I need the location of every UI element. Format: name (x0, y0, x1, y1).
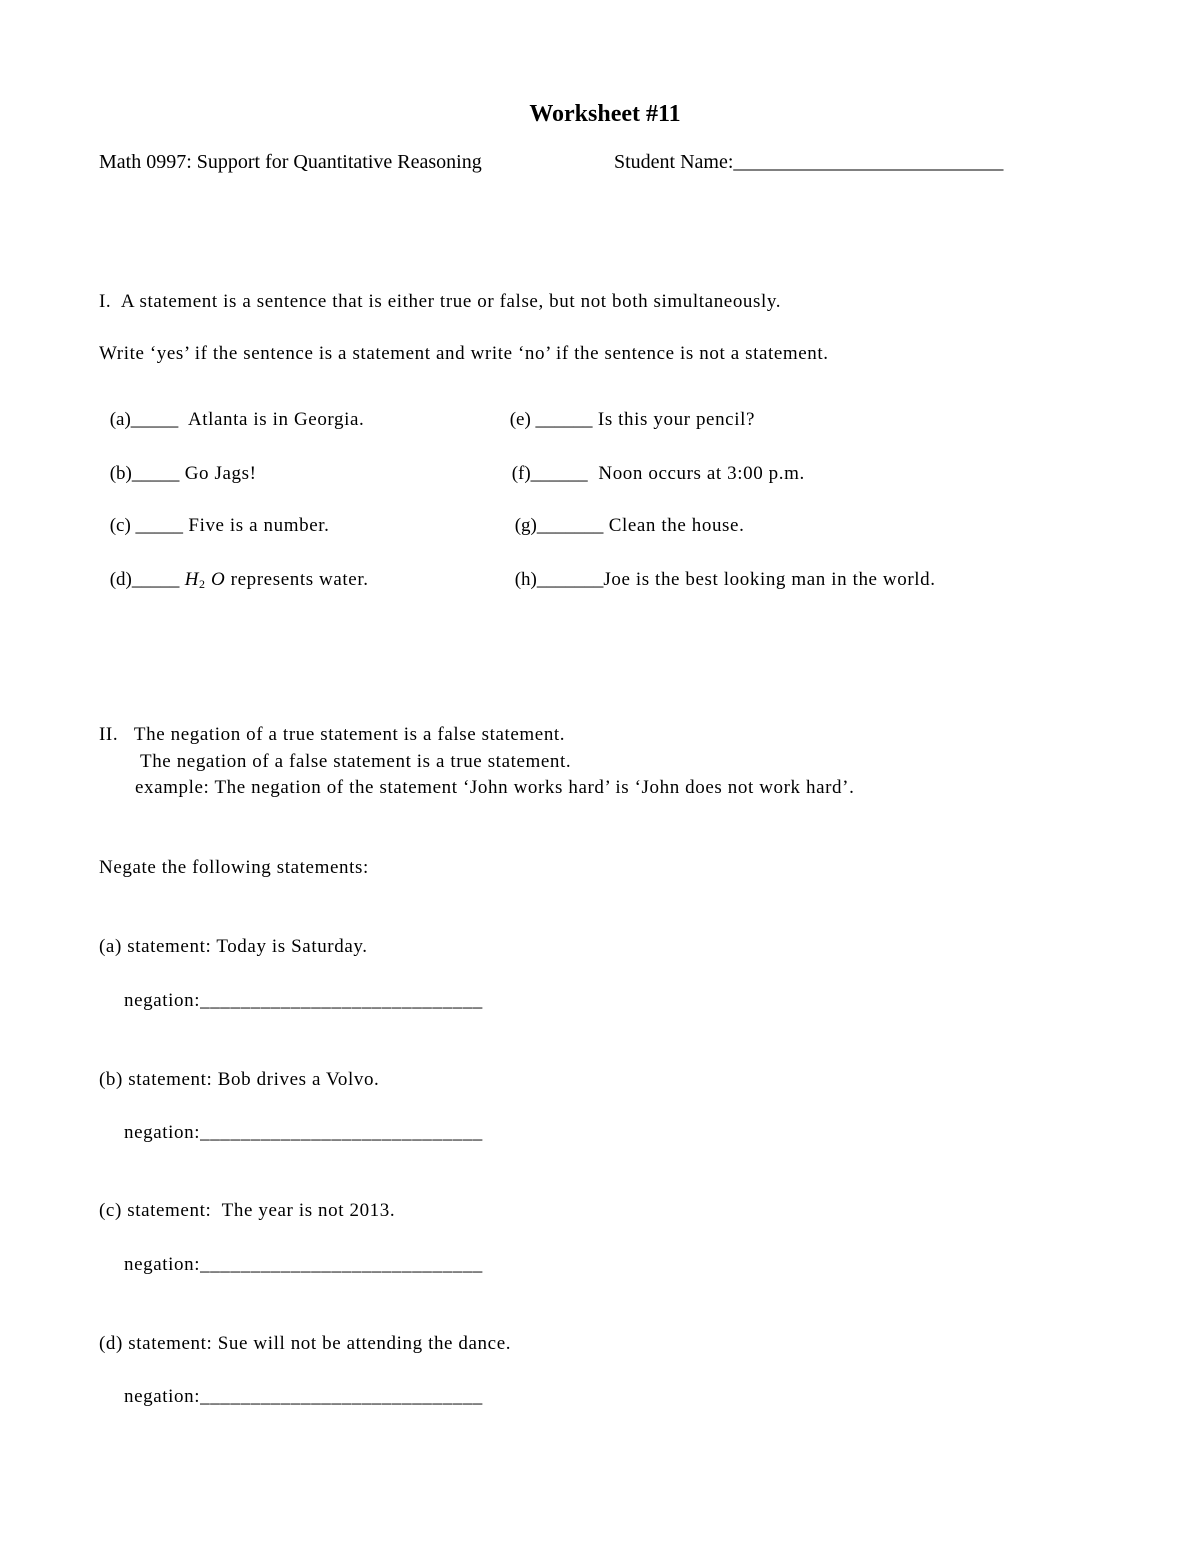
negation-field-a[interactable]: negation:____________________________ (124, 990, 483, 1011)
statement-definition: I. A statement is a sentence that is either true or false, but not both simultaneously. (99, 291, 782, 312)
negation-rule-false: The negation of a false statement is a true statement. (140, 751, 572, 772)
answer-blank-e[interactable]: (e) ______ (509, 409, 593, 430)
answer-blank-c[interactable]: (c) _____ (109, 515, 184, 536)
negation-field-b[interactable]: negation:____________________________ (124, 1122, 483, 1143)
section2-instructions: Negate the following statements: (99, 857, 369, 878)
answer-blank-a[interactable]: (a)_____ (109, 409, 179, 430)
negation-rule-true: II. The negation of a true statement is a false statement. (99, 724, 566, 745)
item-h-text: Joe is the best looking man in the world. (603, 569, 936, 590)
statement-c: (c) statement: The year is not 2013. (99, 1200, 396, 1221)
item-h (504, 544, 936, 592)
statement-b: (b) statement: Bob drives a Volvo. (99, 1069, 380, 1090)
item-a (99, 384, 364, 432)
h2o-h: H (184, 569, 200, 590)
answer-blank-b[interactable]: (b)_____ (109, 463, 180, 484)
item-d-text: represents water. (225, 569, 369, 590)
h2o-formula (185, 569, 226, 590)
worksheet-title: Worksheet #11 (529, 101, 681, 127)
negation-field-d[interactable]: negation:____________________________ (124, 1386, 483, 1407)
item-c-text: Five is a number. (183, 515, 330, 536)
answer-blank-d[interactable]: (d)_____ (109, 569, 180, 590)
statement-d: (d) statement: Sue will not be attending the dance. (99, 1333, 512, 1354)
answer-blank-h[interactable]: (h)_______ (514, 569, 604, 590)
h2o-o: O (205, 569, 226, 590)
item-g-text: Clean the house. (603, 515, 745, 536)
section1-instructions: Write ‘yes’ if the sentence is a statement and write ‘no’ if the sentence is not a statement. (99, 343, 829, 364)
negation-field-c[interactable]: negation:____________________________ (124, 1254, 483, 1275)
item-e-text: Is this your pencil? (592, 409, 756, 430)
answer-blank-g[interactable]: (g)_______ (514, 515, 604, 536)
item-g (504, 490, 744, 538)
item-b (99, 438, 257, 486)
course-name: Math 0997: Support for Quantitative Reasoning (99, 151, 482, 173)
student-name-field[interactable]: Student Name:___________________________ (614, 151, 1004, 173)
statement-a: (a) statement: Today is Saturday. (99, 936, 368, 957)
item-f (501, 438, 805, 486)
item-c (99, 490, 329, 538)
item-e (499, 384, 755, 432)
item-f-text: Noon occurs at 3:00 p.m. (587, 463, 805, 484)
answer-blank-f[interactable]: (f)______ (511, 463, 588, 484)
item-b-text: Go Jags! (179, 463, 257, 484)
negation-example: example: The negation of the statement ‘John works hard’ is ‘John does not work hard’. (135, 777, 855, 798)
item-a-text: Atlanta is in Georgia. (178, 409, 365, 430)
item-d (99, 544, 369, 592)
h2o-sub: 2 (199, 577, 206, 591)
